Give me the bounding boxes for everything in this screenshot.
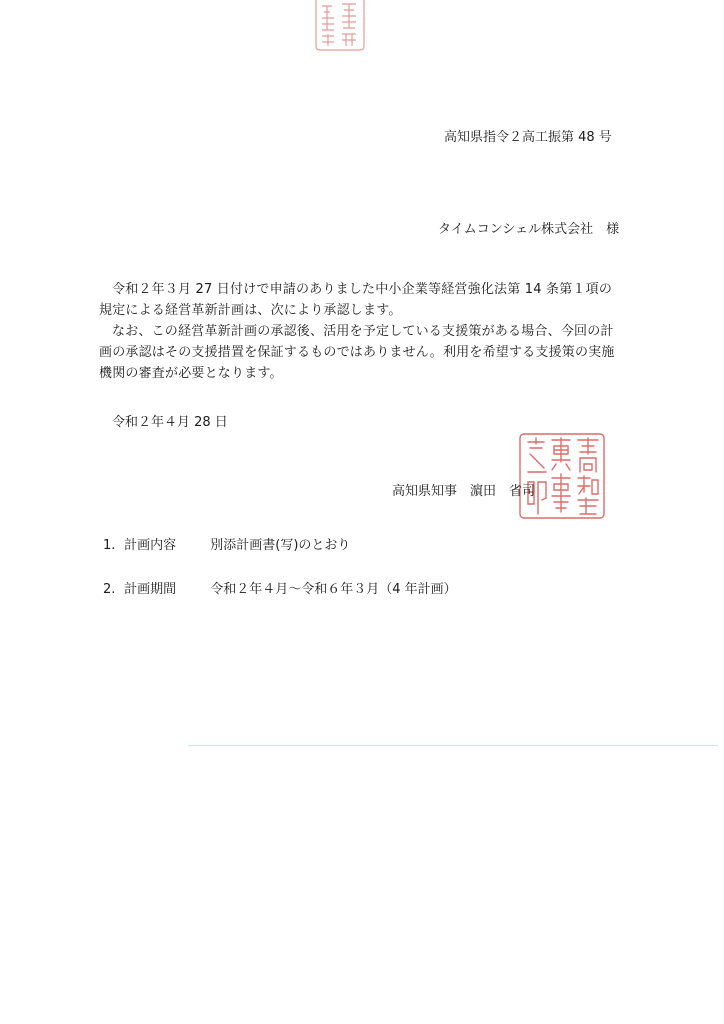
body-paragraph-note: なお、この経営革新計画の承認後、活用を予定している支援策がある場合、今回の計画の承認はその支援措置を保証するものではありません。利用を希望する支援策の実施機関の審査が必要となります。 (99, 324, 615, 381)
signatory: 高知県知事 濵田 省司 (392, 484, 536, 499)
governor-official-seal (508, 432, 608, 522)
partial-seal-stamp (310, 0, 368, 52)
body-paragraph-approval: 令和２年３月 27 日付けで申請のありました中小企業等経営強化法第 14 条第１項の規定による経営革新計画は、次により承認します。 (99, 282, 613, 318)
list-item-value: 別添計画書(写)のとおり (210, 538, 351, 553)
issue-date: 令和２年４月 28 日 (112, 415, 228, 430)
list-item-value: 令和２年４月～令和６年３月（4 年計画） (210, 582, 457, 597)
list-item-label: 計画内容 (124, 538, 177, 553)
scan-artifact-line (188, 745, 718, 746)
list-item-plan-content (103, 534, 350, 553)
list-item-label: 計画期間 (124, 582, 177, 597)
list-item-number: 2. (103, 582, 116, 597)
document-number: 高知県指令２高工振第 48 号 (444, 130, 612, 145)
list-item-plan-period (103, 578, 457, 597)
list-item-number: 1. (103, 538, 116, 553)
addressee: タイムコンシェル株式会社 様 (438, 222, 620, 237)
